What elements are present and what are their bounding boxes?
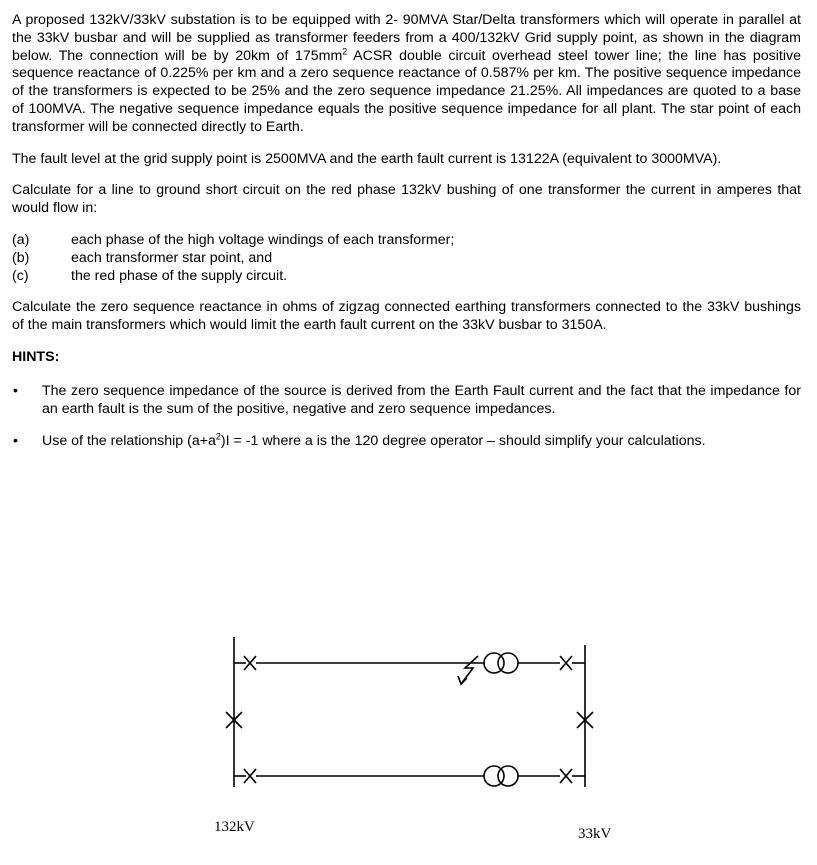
lv-breaker-top [560, 656, 572, 670]
feeder-breaker-bottom [244, 769, 256, 783]
problem-paragraph-1 [12, 12, 801, 137]
transformer-bottom-secondary [498, 766, 518, 786]
list-item [12, 232, 801, 250]
list-item [12, 250, 801, 268]
hint2-superscript: 2 [215, 430, 221, 441]
transformer-top-primary [484, 653, 504, 673]
list-marker: (c) [12, 267, 29, 284]
label-132kv: 132kV [214, 819, 255, 835]
hint-text-1: The zero sequence impedance of the source is derived from the Earth Fault current and the fact that the impedance for an earth fault is the sum of the positive, negative and zero sequence impedances. [42, 382, 801, 417]
hint-text-2 [42, 430, 801, 451]
bus-section-breaker [226, 712, 242, 728]
problem-paragraph-3: Calculate for a line to ground short circuit on the red phase 132kV bushing of one transformer the current in amperes that would flow in: [12, 182, 801, 217]
hint-item [12, 430, 801, 451]
problem-paragraph-4: Calculate the zero sequence reactance in ohms of zigzag connected earthing transformers connected to the 33kV bushings of the main transformers which would limit the earth fault current on the 33kV busbar to 3150A. [12, 299, 801, 334]
problem-paragraph-2: The fault level at the grid supply point is 2500MVA and the earth fault current is 13122A (equivalent to 3000MVA). [12, 150, 722, 167]
hints-list [12, 383, 801, 450]
hints-heading: HINTS: [12, 348, 60, 365]
p1-text-a: A proposed 132kV/33kV substation is to be equipped with 2- 90MVA Star/Delta transformers which will operate in parallel at the 33kV busbar and will be supplied as transformer feeders from a 400/132kV Grid supply point, as shown in the diagram below. The connection will be by 20km of 175mm [12, 12, 801, 64]
list-marker: (b) [12, 249, 30, 266]
transformer-bottom-primary [484, 766, 504, 786]
label-33kv: 33kV [578, 826, 612, 842]
p1-superscript: 2 [342, 45, 348, 56]
transformer-top-secondary [498, 653, 518, 673]
hint-item [12, 383, 801, 419]
hint2-text-b: )I = -1 where a is the 120 degree operator – should simplify your calculations. [220, 432, 706, 449]
feeder-breaker-top [244, 656, 256, 670]
question-list [12, 232, 801, 285]
list-text: each phase of the high voltage windings of each transformer; [71, 231, 455, 248]
bullet-icon: • [13, 382, 18, 399]
lv-breaker-bottom [560, 769, 572, 783]
fault-arrow [461, 656, 478, 684]
list-item [12, 268, 801, 286]
bus-section-breaker-33kv [577, 712, 593, 728]
list-text: each transformer star point, and [71, 249, 273, 266]
list-marker: (a) [12, 231, 30, 248]
hint2-text-a: Use of the relationship (a+a [42, 432, 216, 449]
p1-text-b: ACSR double circuit overhead steel tower line; the line has positive sequence reactance of 0.225% per km and a zero sequence reactance of 0.587% per km. The positive sequence impedance of the transformers is expected to be 25% and the zero sequence impedance 21.25%. All impedances are quoted to a base of 100MVA. The negative sequence impedance equals the positive sequence impedance for all plant. The star point of each transformer will be connected directly to Earth. [12, 47, 801, 135]
document-page [12, 8, 801, 464]
list-text: the red phase of the supply circuit. [71, 267, 288, 284]
bullet-icon: • [13, 432, 18, 449]
